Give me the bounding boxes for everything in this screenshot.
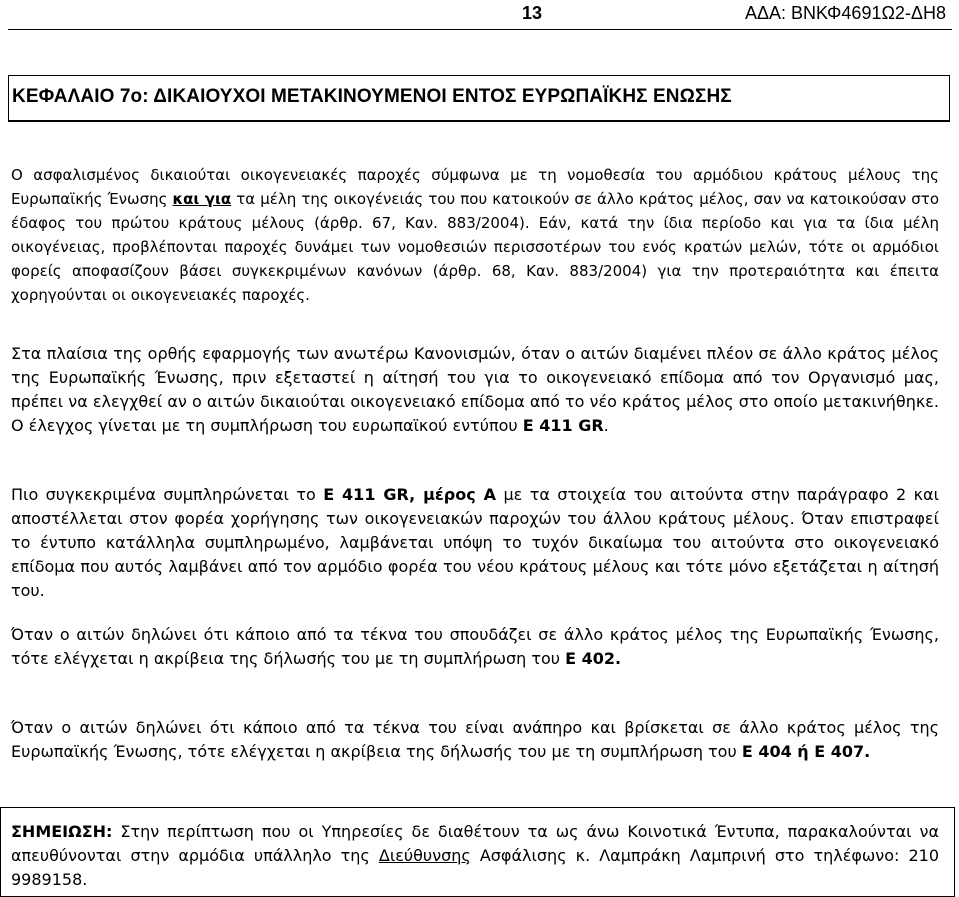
paragraph-text: Όταν ο αιτών δηλώνει ότι κάποιο από τα τέκνα του είναι ανάπηρο και βρίσκεται σε άλλο κράτος μέλος της Ευρωπαϊκής Ένωσης, τότε ελέγχεται η ακρίβεια της δήλωσής του με τη συμπλήρωση του <box>11 718 939 761</box>
paragraph-text: Πιο συγκεκριμένα συμπληρώνεται το <box>11 485 324 504</box>
ada-code: ΑΔΑ: ΒΝΚΦ4691Ω2-ΔΗ8 <box>745 3 946 23</box>
paragraph-students <box>11 623 939 671</box>
paragraph-disabled-children <box>11 716 939 764</box>
paragraph-verification <box>11 342 939 438</box>
form-reference: Ε 402. <box>565 649 622 668</box>
paragraph-entitlement <box>11 163 939 307</box>
note-department: Διεύθυνσης <box>378 846 471 865</box>
form-reference: Ε 411 GR <box>522 416 604 435</box>
note-text: Ασφάλισης κ. Λαμπράκη Λαμπρινή στο τηλέφωνο: 210 9989158. <box>11 846 940 889</box>
form-reference: Ε 404 ή Ε 407. <box>741 742 871 761</box>
header-rule <box>8 29 952 30</box>
paragraph-text: Στα πλαίσια της ορθής εφαρμογής των ανωτέρω Κανονισμών, όταν ο αιτών διαμένει πλέον σε άλλο κράτος μέλος της Ευρωπαϊκής Ένωσης, πριν εξεταστεί η αίτησή του για το οικογενειακό επίδομα από τον Οργανισμό μας, πρέπει να ελεγχθεί αν ο αιτών δικαιούται οικογενειακό επίδομα από το νέο κράτος μέλος στο οποίο μετακινήθηκε. Ο έλεγχος γίνεται με τη συμπλήρωση του ευρωπαϊκού εντύπου <box>11 344 939 435</box>
note-paragraph <box>11 820 939 892</box>
page-number: 13 <box>522 3 543 23</box>
form-reference: Ε 411 GR, μέρος Α <box>323 485 497 504</box>
chapter-title: ΚΕΦΑΛΑΙΟ 7ο: ΔΙΚΑΙΟΥΧΟΙ ΜΕΤΑΚΙΝΟΥΜΕΝΟΙ ΕΝΤΟΣ ΕΥΡΩΠΑΪΚΗΣ ΕΝΩΣΗΣ <box>12 86 732 107</box>
paragraph-text: με τα στοιχεία του αιτούντα στην παράγραφο 2 και αποστέλλεται στον φορέα χορήγησης των οικογενειακών παροχών του άλλου κράτους μέλους. Όταν επιστραφεί το έντυπο κατάλληλα συμπληρωμένο, λαμβάνεται υπόψη το τυχόν δικαίωμα του αιτούντα στο οικογενειακό επίδομα που αυτός λαμβάνει από τον αρμόδιο φορέα του νέου κράτους μέλους και τότε μόνο εξετάζεται η αίτησή του. <box>11 485 939 600</box>
paragraph-procedure <box>11 483 939 603</box>
paragraph-text: . <box>603 416 609 435</box>
note-text: Στην περίπτωση που οι Υπηρεσίες δε διαθέτουν τα ως άνω Κοινοτικά Έντυπα, παρακαλούνται να απευθύνονται στην αρμόδια υπάλληλο της <box>11 822 939 865</box>
note-label: ΣΗΜΕΙΩΣΗ: <box>11 822 113 841</box>
paragraph-text: Όταν ο αιτών δηλώνει ότι κάποιο από τα τέκνα του σπουδάζει σε άλλο κράτος μέλος της Ευρωπαϊκής Ένωσης, τότε ελέγχεται η ακρίβεια της δήλωσής του με τη συμπλήρωση του <box>11 625 939 668</box>
paragraph-text: Ο ασφαλισμένος δικαιούται οικογενειακές παροχές σύμφωνα με τη νομοθεσία του αρμόδιου κράτους μέλους της Ευρωπαϊκής Ένωσης <box>11 166 939 208</box>
paragraph-text: τα μέλη της οικογένειάς του που κατοικούν σε άλλο κράτος μέλος, σαν να κατοικούσαν στο έδαφος του πρώτου κράτους μέλους (άρθρ. 67, Καν. 883/2004). Εάν, κατά την ίδια περίοδο και για τα ίδια μέλη οικογένειας, προβλέπονται παροχές δυνάμει των νομοθεσιών περισσοτέρων του ενός κρατών μελών, τότε οι αρμόδιοι φορείς αποφασίζουν βάσει συγκεκριμένων κανόνων (άρθρ. 68, Καν. 883/2004) για την προτεραιότητα και έπειτα χορηγούνται οι οικογενειακές παροχές. <box>11 190 939 304</box>
emphasis-text: και για <box>172 190 232 208</box>
